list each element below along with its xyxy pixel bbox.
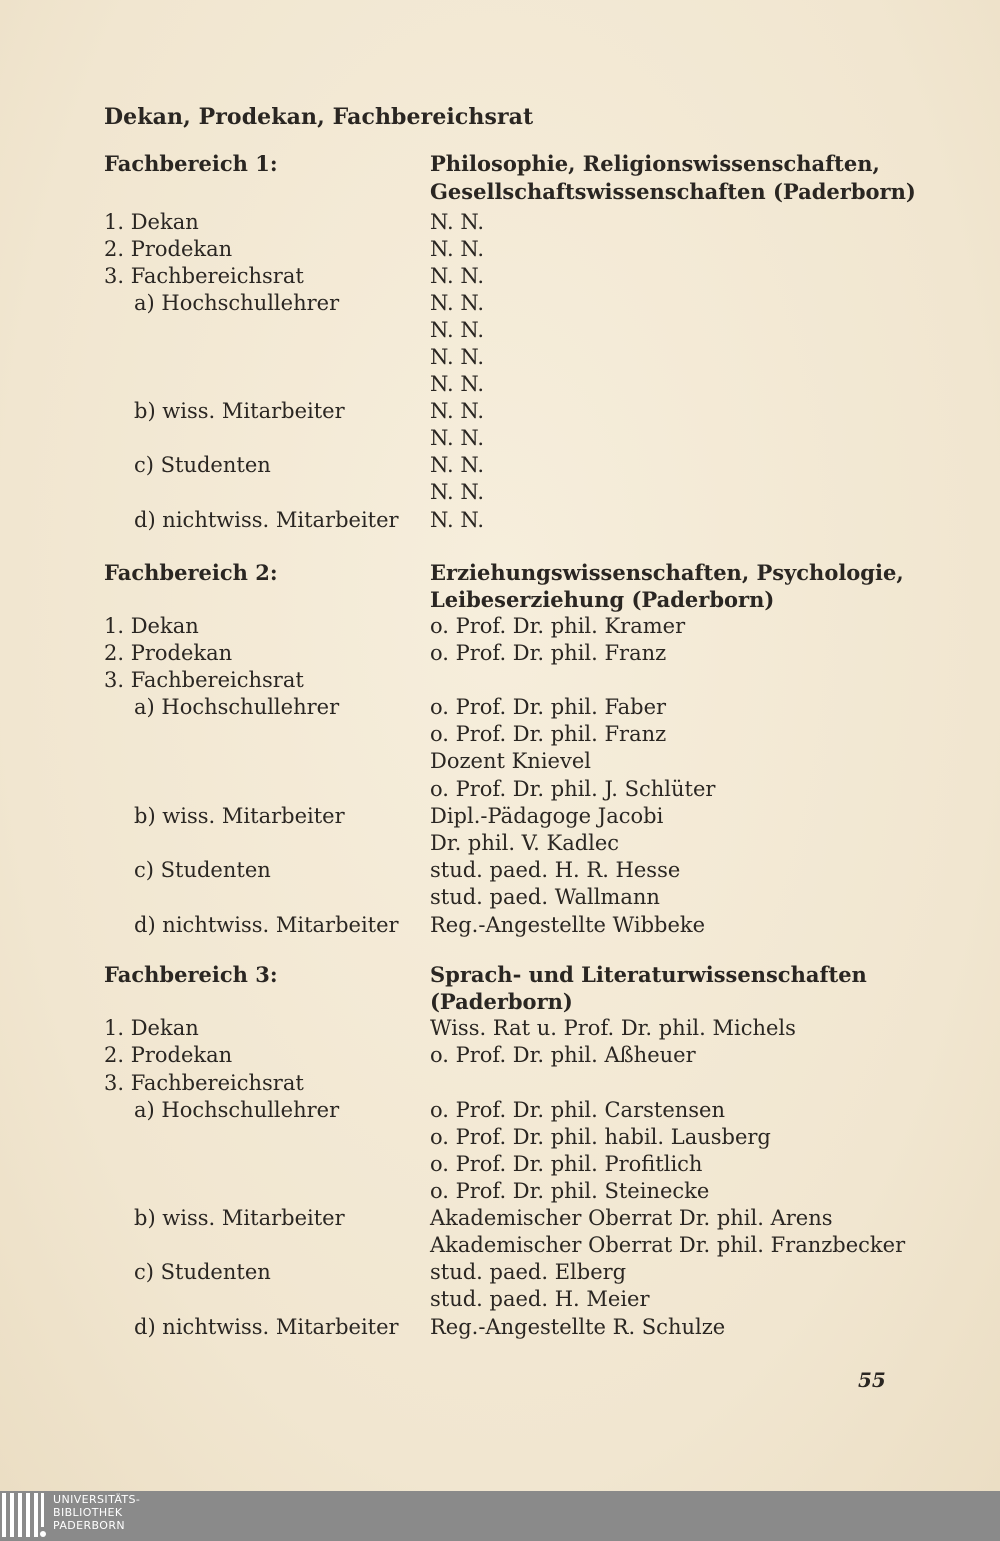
row-value: Dr. phil. V. Kadlec [430,831,620,855]
row-value: N. N. [430,399,485,423]
section-subject-line-1: Erziehungswissenschaften, Psychologie, [430,560,904,585]
page-number: 55 [858,1368,886,1392]
row-value: o. Prof. Dr. phil. Faber [430,695,667,719]
library-name-line: BIBLIOTHEK [53,1506,123,1519]
row-label: 3. Fachbereichsrat [104,264,304,288]
section-subject-line-1: Sprach- und Literaturwissenschaften [430,962,867,987]
row-label: d) nichtwiss. Mitarbeiter [134,1315,399,1339]
section-heading: Fachbereich 2: [104,560,278,585]
row-value: N. N. [430,426,485,450]
row-value: N. N. [430,210,485,234]
row-label: d) nichtwiss. Mitarbeiter [134,508,399,532]
row-value: stud. paed. Wallmann [430,885,660,909]
row-label: d) nichtwiss. Mitarbeiter [134,913,399,937]
library-footer-bar [0,1491,1000,1541]
row-value: o. Prof. Dr. phil. J. Schlüter [430,777,716,801]
section-heading: Fachbereich 1: [104,151,278,176]
row-label: 3. Fachbereichsrat [104,668,304,692]
section-subject-line-2: (Paderborn) [430,989,573,1014]
row-value: stud. paed. H. R. Hesse [430,858,681,882]
section-subject-line-1: Philosophie, Religionswissenschaften, [430,151,880,176]
row-value: Reg.-Angestellte Wibbeke [430,913,706,937]
row-value: Akademischer Oberrat Dr. phil. Franzbecker [430,1233,906,1257]
row-value: o. Prof. Dr. phil. Franz [430,641,667,665]
row-label: 1. Dekan [104,1016,199,1040]
library-name-line: UNIVERSITÄTS- [53,1493,141,1506]
row-label: c) Studenten [134,858,271,882]
section-subject-line-2: Gesellschaftswissenschaften (Paderborn) [430,179,916,204]
row-label: 1. Dekan [104,614,199,638]
row-label: 2. Prodekan [104,1043,233,1067]
row-value: o. Prof. Dr. phil. Carstensen [430,1098,726,1122]
library-name [53,1493,140,1532]
row-value: N. N. [430,345,485,369]
row-label: 3. Fachbereichsrat [104,1071,304,1095]
row-label: b) wiss. Mitarbeiter [134,804,345,828]
row-value: N. N. [430,291,485,315]
row-value: o. Prof. Dr. phil. Aßheuer [430,1043,696,1067]
row-value: N. N. [430,318,485,342]
row-value: Wiss. Rat u. Prof. Dr. phil. Michels [430,1016,796,1040]
row-label: a) Hochschullehrer [134,1098,340,1122]
library-logo-icon [2,1493,46,1539]
row-label: 1. Dekan [104,210,199,234]
section-heading: Fachbereich 3: [104,962,278,987]
row-label: c) Studenten [134,453,271,477]
row-value: Dipl.-Pädagoge Jacobi [430,804,664,828]
row-label: b) wiss. Mitarbeiter [134,1206,345,1230]
row-value: N. N. [430,264,485,288]
row-label: c) Studenten [134,1260,271,1284]
row-value: N. N. [430,237,485,261]
row-value: stud. paed. H. Meier [430,1287,650,1311]
row-value: N. N. [430,480,485,504]
row-value: N. N. [430,508,485,532]
row-value: o. Prof. Dr. phil. Franz [430,722,667,746]
row-value: N. N. [430,372,485,396]
row-value: Akademischer Oberrat Dr. phil. Arens [430,1206,833,1230]
row-value: Reg.-Angestellte R. Schulze [430,1315,726,1339]
row-value: stud. paed. Elberg [430,1260,627,1284]
row-label: 2. Prodekan [104,641,233,665]
row-value: o. Prof. Dr. phil. habil. Lausberg [430,1125,771,1149]
row-label: a) Hochschullehrer [134,695,340,719]
row-value: Dozent Knievel [430,749,591,773]
row-value: N. N. [430,453,485,477]
page-title: Dekan, Prodekan, Fachbereichsrat [104,104,534,130]
row-value: o. Prof. Dr. phil. Kramer [430,614,686,638]
row-label: 2. Prodekan [104,237,233,261]
library-name-line: PADERBORN [53,1519,126,1532]
row-value: o. Prof. Dr. phil. Steinecke [430,1179,710,1203]
section-subject-line-2: Leibeserziehung (Paderborn) [430,587,775,612]
row-value: o. Prof. Dr. phil. Profitlich [430,1152,703,1176]
row-label: a) Hochschullehrer [134,291,340,315]
row-label: b) wiss. Mitarbeiter [134,399,345,423]
